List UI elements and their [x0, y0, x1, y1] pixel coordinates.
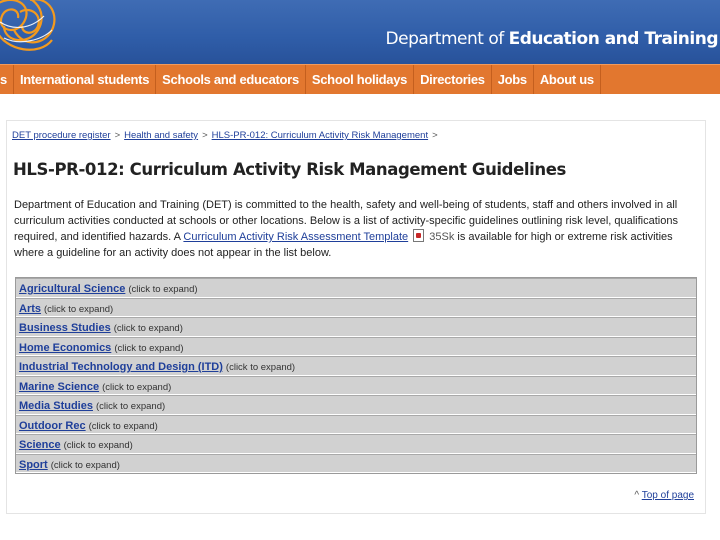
nav-item-about-us[interactable]: About us [534, 65, 601, 94]
accordion-row[interactable] [16, 434, 696, 454]
accordion-title[interactable]: Science [19, 439, 61, 451]
accordion-row[interactable] [16, 278, 696, 298]
risk-assessment-template-link[interactable]: Curriculum Activity Risk Assessment Template [183, 231, 409, 243]
accordion-row[interactable] [16, 454, 696, 474]
accordion-row[interactable] [16, 298, 696, 318]
accordion-title[interactable]: Sport [19, 458, 48, 471]
nav-item-school-holidays[interactable]: School holidays [306, 65, 414, 94]
nav-item-jobs[interactable]: Jobs [492, 65, 534, 94]
breadcrumb-separator: > [202, 130, 208, 141]
accordion-row[interactable] [16, 356, 696, 376]
accordion-title[interactable]: Media Studies [19, 400, 93, 412]
accordion-title[interactable]: Industrial Technology and Design (ITD) [19, 361, 223, 373]
expand-hint: (click to expand) [114, 342, 184, 354]
accordion-row[interactable] [16, 317, 696, 337]
expand-hint: (click to expand) [225, 362, 296, 373]
expand-hint: (click to expand) [128, 284, 198, 295]
expand-hint: (click to expand) [95, 401, 166, 412]
accordion-title[interactable]: Home Economics [19, 341, 112, 354]
breadcrumb-procedure-register[interactable]: DET procedure register [12, 130, 111, 141]
intro-text: Department of Education and Training (DET) is committed to the health, safety and well-being of students, staff and others involved in all curriculum activities conducted at schools or other locations. Below is a list of activity-specific guidelines outlining risk level, qualifications required, and identified hazards. A [14, 199, 678, 243]
accordion-title[interactable]: Business Studies [19, 322, 111, 334]
department-title [386, 29, 718, 49]
accordion-row[interactable] [16, 415, 696, 435]
accordion-row[interactable] [16, 395, 696, 415]
accordion-row[interactable] [16, 376, 696, 396]
department-title-name: Education and Training [508, 29, 718, 49]
top-of-page [634, 490, 694, 501]
expand-hint: (click to expand) [63, 440, 133, 451]
breadcrumb [12, 130, 442, 141]
expand-hint: (click to expand) [50, 459, 120, 471]
breadcrumb-health-and-safety[interactable]: Health and safety [124, 130, 199, 141]
nav-item-schools-and-educators[interactable]: Schools and educators [156, 65, 306, 94]
logo-icon[interactable] [0, 0, 60, 64]
pdf-size: 35Sk [429, 231, 455, 243]
expand-hint: (click to expand) [88, 420, 158, 432]
accordion-title[interactable]: Marine Science [19, 380, 100, 393]
breadcrumb-separator: > [114, 130, 121, 141]
intro-text-end: is available for high or extreme risk activities where a guideline for an activity does not appear in the list below. [14, 231, 673, 259]
top-of-page-link[interactable]: Top of page [641, 490, 694, 501]
breadcrumb-separator: > [432, 130, 438, 141]
nav-item-partial[interactable]: s [0, 65, 14, 94]
department-title-prefix: Department of [385, 29, 504, 49]
nav-item-international-students[interactable]: International students [14, 65, 156, 94]
breadcrumb-hls-pr-012[interactable]: HLS-PR-012: Curriculum Activity Risk Management [211, 130, 429, 141]
expand-hint: (click to expand) [102, 381, 172, 393]
page-title: HLS-PR-012: Curriculum Activity Risk Management Guidelines [13, 160, 566, 179]
expand-hint: (click to expand) [44, 303, 114, 315]
nav-item-directories[interactable]: Directories [414, 65, 492, 94]
expand-hint: (click to expand) [113, 323, 183, 334]
accordion-title[interactable]: Agricultural Science [19, 283, 126, 295]
intro-paragraph [14, 198, 694, 261]
accordion-row[interactable] [16, 337, 696, 357]
activity-accordion [15, 277, 697, 474]
accordion-title[interactable]: Outdoor Rec [19, 419, 86, 432]
site-header [0, 0, 720, 64]
accordion-title[interactable]: Arts [19, 302, 42, 315]
caret-up-icon: ^ [634, 490, 640, 501]
main-nav [0, 64, 720, 94]
pdf-icon [413, 229, 424, 242]
